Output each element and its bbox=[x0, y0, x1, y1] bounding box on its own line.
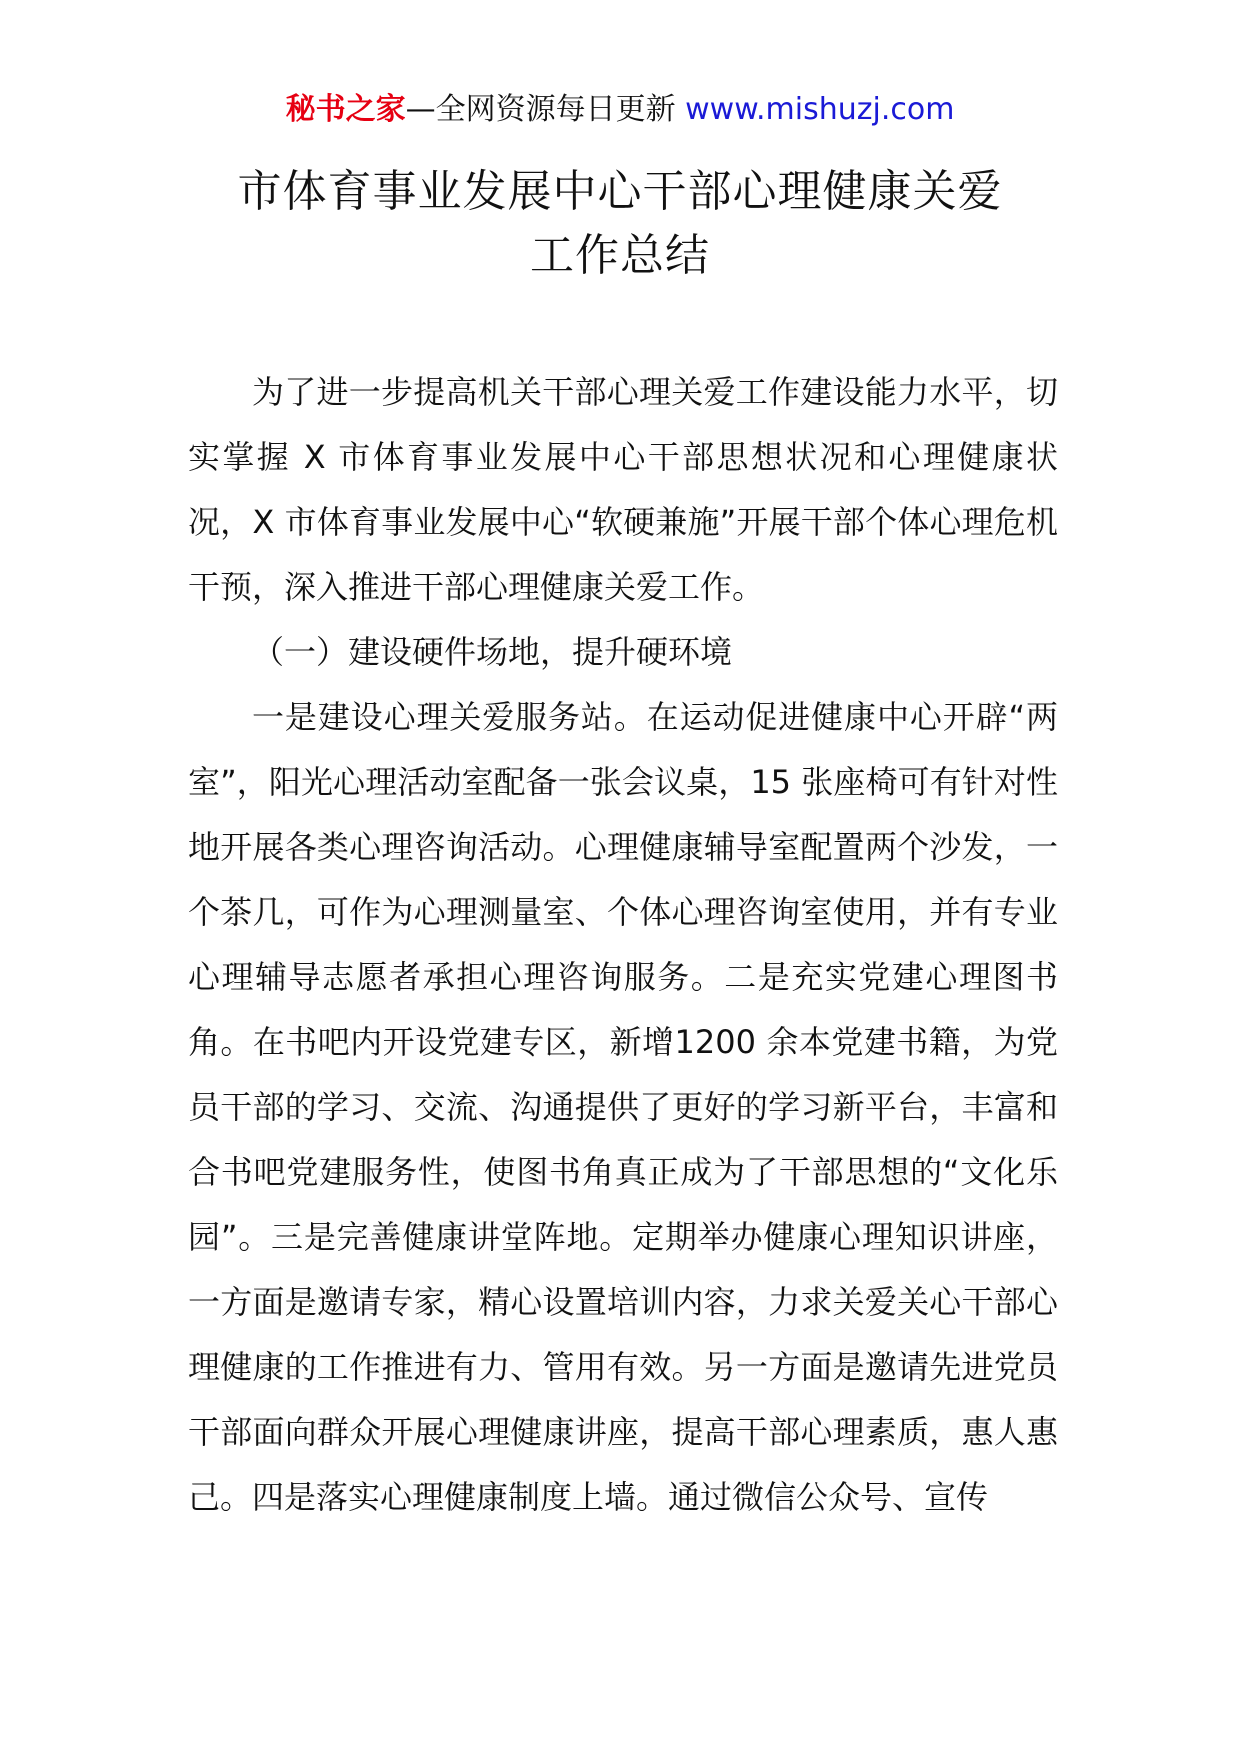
brand-name: 秘书之家 bbox=[285, 92, 406, 127]
section-heading: （一）建设硬件场地，提升硬环境 bbox=[252, 633, 733, 671]
section-paragraph: 一是建设心理关爱服务站。在运动促进健康中心开辟“两室”，阳光心理活动室配备一张会议桌，15 张座椅可有针对性地开展各类心理咨询活动。心理健康辅导室配置两个沙发，一个茶几，可作为心理测量室、个体心理咨询室使用，并有专业心理辅导志愿者承担心理咨询服务。二是充实党建心理图书角。在书吧内开设党建专区，新增1200 余本党建书籍，为党员干部的学习、交流、沟通提供了更好的学习新平台，丰富和合书吧党建服务性，使图书角真正成为了干部思想的“文化乐园”。三是完善健康讲堂阵地。定期举办健康心理知识讲座，一方面是邀请专家，精心设置培训内容，力求关爱关心干部心理健康的工作推进有力、管用有效。另一方面是邀请先进党员干部面向群众开展心理健康讲座，提高干部心理素质，惠人惠己。四是落实心理健康制度上墙。通过微信公众号、宣传 bbox=[188, 698, 1058, 1516]
site-link[interactable]: www.mishuzj.com bbox=[685, 92, 955, 127]
title-line-2: 工作总结 bbox=[530, 230, 710, 281]
watermark-header bbox=[0, 90, 1240, 130]
title-line-1: 市体育事业发展中心干部心理健康关爱 bbox=[237, 166, 1003, 217]
intro-paragraph: 为了进一步提高机关干部心理关爱工作建设能力水平，切实掌握 X 市体育事业发展中心干部思想状况和心理健康状况，X 市体育事业发展中心“软硬兼施”开展干部个体心理危机干预，深入推进干部心理健康关爱工作。 bbox=[188, 373, 1058, 606]
document-title bbox=[0, 160, 1240, 288]
document-body bbox=[188, 360, 1058, 1530]
header-tagline: —全网资源每日更新 bbox=[405, 92, 686, 127]
